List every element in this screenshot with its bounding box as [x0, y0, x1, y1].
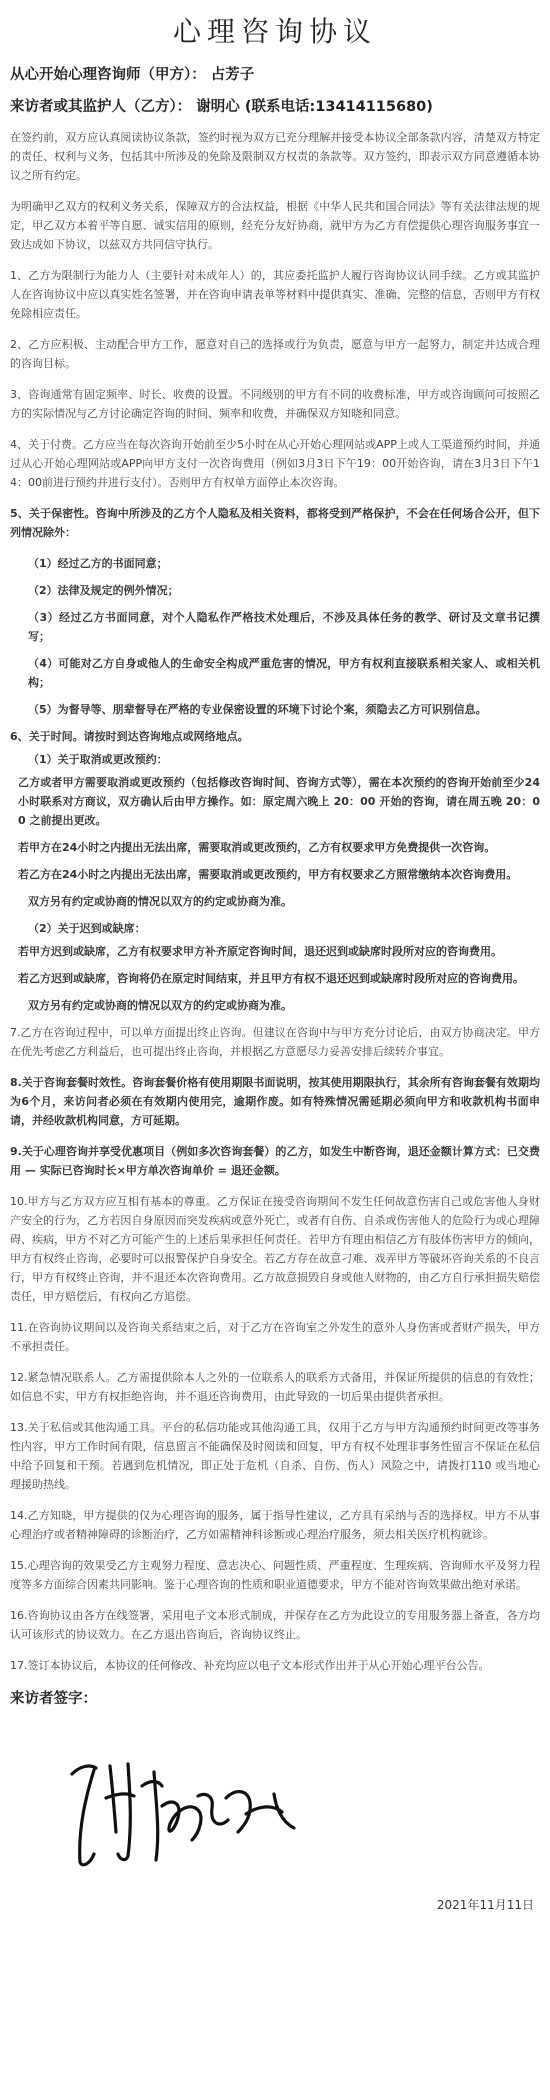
clause-6-sub-1-party-a: 若甲方在24小时之内提出无法出席，需要取消或更改预约，乙方有权要求甲方免费提供一次咨询。	[18, 841, 496, 854]
clause-6: 6、关于时间。请按时到达咨询地点或网络地点。	[10, 730, 249, 743]
signing-date: 2021年11月11日	[436, 1898, 534, 1912]
clause-6-sub-2: （2）关于迟到或缺席：	[28, 922, 146, 935]
clause-17: 17.签订本协议后，本协议的任何修改、补充均应以电子文本形式作出并于从心开始心理平台公告。	[10, 1659, 490, 1672]
visitor-sign-label: 来访者签字：	[10, 1691, 97, 1707]
party-a-line: 从心开始心理咨询师（甲方）： 占芳子	[10, 67, 255, 83]
clause-1: 1、乙方为限制行为能力人（主要针对未成年人）的，其应委托监护人履行咨询协议认同手续。乙方或其监护人在咨询协议中应以真实姓名签署，并在咨询申请表单等材料中提供真实、准确、完整的信息，否则甲方有权免除相应责任。	[10, 269, 540, 320]
clause-5: 5、关于保密性。咨询中所涉及的乙方个人隐私及相关资料，都将受到严格保护，不会在任何场合公开，但下列情况除外：	[10, 507, 540, 539]
handwritten-signature	[50, 1736, 330, 1876]
clause-13: 13.关于私信或其他沟通工具。平台的私信功能或其他沟通工具，仅用于乙方与甲方沟通预约时间更改等事务性内容，甲方工作时间有限，信息留言不能确保及时阅读和回复，甲方有权不处理非事务性留言不保证在私信中给予回复和干预。若遇到危机情况，即正处于危机（自杀、自伤、伤人）风险之中，请拨打110 或当地心理援助热线。	[10, 1421, 540, 1491]
clause-10: 10.甲方与乙方双方应互相有基本的尊重。乙方保证在接受咨询期间不发生任何故意伤害自己或危害他人身财产安全的行为，乙方若因自身原因而突发疾病或意外死亡，或者有自伤、自杀或伤害他人的危险行为或心理障碍、疾病，甲方不对乙方可能产生的上述后果承担任何责任。若甲方有理由相信乙方有肢体伤害甲方的倾向，甲方有权终止咨询，必要时可以报警保护自身安全。若乙方存在故意刁难、戏弄甲方等破坏咨询关系的不良言行，甲方有权终止咨询，并不退还本次咨询费用。乙方故意损毁自身或他人财物的，由乙方自行承担损失赔偿责任，甲方赔偿后，有权向乙方追偿。	[10, 1195, 540, 1303]
clause-6-sub-1-text: 乙方或者甲方需要取消或更改预约（包括修改咨询时间、咨询方式等），需在本次预约的咨询开始前至少24小时联系对方商议，双方确认后由甲方操作。如：原定周六晚上 20：00 开始的咨询，请在周五晚 20：00 之前提出更改。	[18, 776, 540, 827]
clause-7: 7.乙方在咨询过程中，可以单方面提出终止咨询。但建议在咨询中与甲方充分讨论后，由双方协商决定。甲方在优先考虑乙方利益后，也可提出终止咨询，并根据乙方意愿尽力妥善安排后续转介事宜。	[10, 1026, 540, 1058]
clause-6-sub-1: （1）关于取消或更改预约：	[28, 753, 168, 766]
clause-16: 16.咨询协议由各方在线签署，采用电子文本形式制成，并保存在乙方为此设立的专用服务器上备查，各方均认可该形式的协议效力。在乙方退出咨询后，咨询协议终止。	[10, 1609, 540, 1641]
clause-4: 4、关于付费。乙方应当在每次咨询开始前至少5小时在从心开始心理网站或APP上或人工渠道预约时间，并通过从心开始心理网站或APP向甲方支付一次咨询费用（例如3月3日下午19：00开始咨询，请在3月3日下午14：00前进行预约并进行支付）。否则甲方有权单方面停止本次咨询。	[10, 438, 540, 489]
clause-5-item-4: （4）可能对乙方自身或他人的生命安全构成严重危害的情况，甲方有权利直接联系相关家人、或相关机构；	[28, 657, 540, 689]
clause-15: 15.心理咨询的效果受乙方主观努力程度、意志决心、问题性质、严重程度、生理疾病、咨询师水平及努力程度等多方面综合因素共同影响。鉴于心理咨询的性质和职业道德要求，甲方不能对咨询效果做出绝对承诺。	[10, 1559, 540, 1591]
party-b-line: 来访者或其监护人（乙方）： 谢明心 (联系电话:13414115680)	[10, 99, 433, 115]
clause-5-item-3: （3）经过乙方书面同意，对个人隐私作严格技术处理后，不涉及具体任务的教学、研讨及文章书记撰写；	[28, 611, 540, 643]
clause-6-sub-2-party-a: 若甲方迟到或缺席，乙方有权要求甲方补齐原定咨询时间，退还迟到或缺席时段所对应的咨询费用。	[18, 945, 502, 958]
basis-paragraph: 为明确甲乙双方的权利义务关系，保障双方的合法权益，根据《中华人民共和国合同法》等有关法律法规的规定，甲乙双方本着平等自愿、诚实信用的原则，经充分友好协商，就甲方为乙方有偿提供心理咨询服务事宜一致达成如下协议，以兹双方共同信守执行。	[10, 200, 540, 251]
clause-2: 2、乙方应积极、主动配合甲方工作，愿意对自己的选择或行为负责，愿意与甲方一起努力，制定并达成合理的咨询目标。	[10, 338, 540, 370]
clause-6-sub-1-note: 双方另有约定或协商的情况以双方的约定或协商为准。	[28, 895, 292, 908]
clause-6-sub-2-note: 双方另有约定或协商的情况以双方的约定或协商为准。	[28, 999, 292, 1012]
page-title: 心理咨询协议	[172, 15, 377, 48]
clause-5-item-5: （5）为督导等、朋辈督导在严格的专业保密设置的环境下讨论个案，须隐去乙方可识别信息。	[28, 703, 487, 716]
signature-area	[10, 1736, 540, 1876]
clause-9: 9.关于心理咨询并享受优惠项目（例如多次咨询套餐）的乙方，如发生中断咨询，退还金额计算方式：已交费用 — 实际已咨询时长×甲方单次咨询单价 = 退还金额。	[10, 1145, 540, 1177]
clause-3: 3、咨询通常有固定频率、时长、收费的设置。不同级别的甲方有不同的收费标准，甲方或咨询顾问可按照乙方的实际情况与乙方讨论确定咨询的时间、频率和收费，并确保双方知晓和同意。	[10, 388, 540, 420]
clause-8: 8.关于咨询套餐时效性。咨询套餐价格有使用期限书面说明，按其使用期限执行，其余所有咨询套餐有效期均为6个月，来访问者必须在有效期内使用完，逾期作废。如有特殊情况需延期必须向甲方和收款机构书面申请，并经收款机构同意，方可延期。	[10, 1076, 540, 1127]
clause-11: 11.在咨询协议期间以及咨询关系结束之后，对于乙方在咨询室之外发生的意外人身伤害或者财产损失，甲方不承担责任。	[10, 1321, 540, 1353]
clause-5-item-1: （1）经过乙方的书面同意；	[28, 557, 168, 570]
clause-6-sub-1-party-b: 若乙方在24小时之内提出无法出席，需要取消或更改预约，甲方有权要求乙方照常缴纳本次咨询费用。	[18, 868, 518, 881]
clause-12: 12.紧急情况联系人。乙方需提供除本人之外的一位联系人的联系方式备用，并保证所提供的信息的有效性；如信息不实，甲方有权拒绝咨询，并不退还咨询费用，由此导致的一切后果由提供者承担。	[10, 1371, 540, 1403]
clause-5-item-2: （2）法律及规定的例外情况；	[28, 584, 179, 597]
clause-14: 14.乙方知晓，甲方提供的仅为心理咨询的服务，属于指导性建议，乙方具有采纳与否的选择权。甲方不从事心理治疗或者精神障碍的诊断治疗，乙方如需精神科诊断或心理治疗服务，须去相关医疗机构就诊。	[10, 1509, 540, 1541]
clause-6-sub-2-party-b: 若乙方迟到或缺席，咨询将仍在原定时间结束，并且甲方有权不退还迟到或缺席时段所对应的咨询费用。	[18, 972, 524, 985]
intro-paragraph: 在签约前，双方应认真阅读协议条款，签约时视为双方已充分理解并接受本协议全部条款内容，清楚双方特定的责任、权利与义务，包括其中所涉及的免除及限制双方权责的条款等。双方签约，即表示双方同意遵循本协议之所有约定。	[10, 131, 540, 182]
